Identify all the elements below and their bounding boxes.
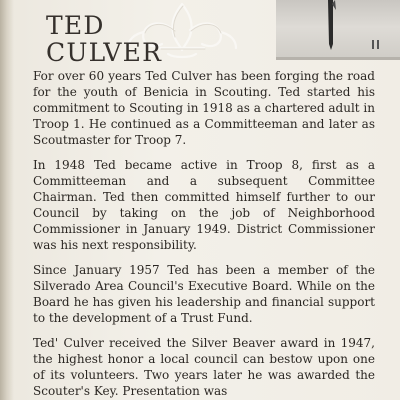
paragraph-3: Since January 1957 Ted has been a member of the Silverado Area Council's Executive Board. While on the Board he has given his leadership and financial support to the development of a Trust Fund. xyxy=(33,263,375,325)
page-title xyxy=(46,12,162,66)
portrait-photo xyxy=(276,0,400,60)
paragraph-4: Ted' Culver received the Silver Beaver award in 1947, the highest honor a local council can bestow upon one of its volunteers. Two years later he was awarded the Scouter's Key. Presentation was xyxy=(33,336,375,398)
page-fold-shadow xyxy=(0,0,14,400)
title-last-name: CULVER xyxy=(46,38,163,67)
paragraph-2: In 1948 Ted became active in Troop 8, first as a Committeeman and a subsequent Committee Chairman. Ted then committed himself further to our Council by taking on the job of Neighborhood Commissioner in January 1949. District Commissioner was his next responsibility. xyxy=(33,158,375,252)
biography-text xyxy=(33,68,375,400)
photo-edge xyxy=(276,57,400,60)
title-first-name: TED xyxy=(46,11,105,40)
paragraph-1: For over 60 years Ted Culver has been forging the road for the youth of Benicia in Scouting. Ted started his commitment to Scouting in 1918 as a chartered adult in Troop 1. He continued as a Committeeman and later as Scoutmaster for Troop 7. xyxy=(33,69,375,147)
